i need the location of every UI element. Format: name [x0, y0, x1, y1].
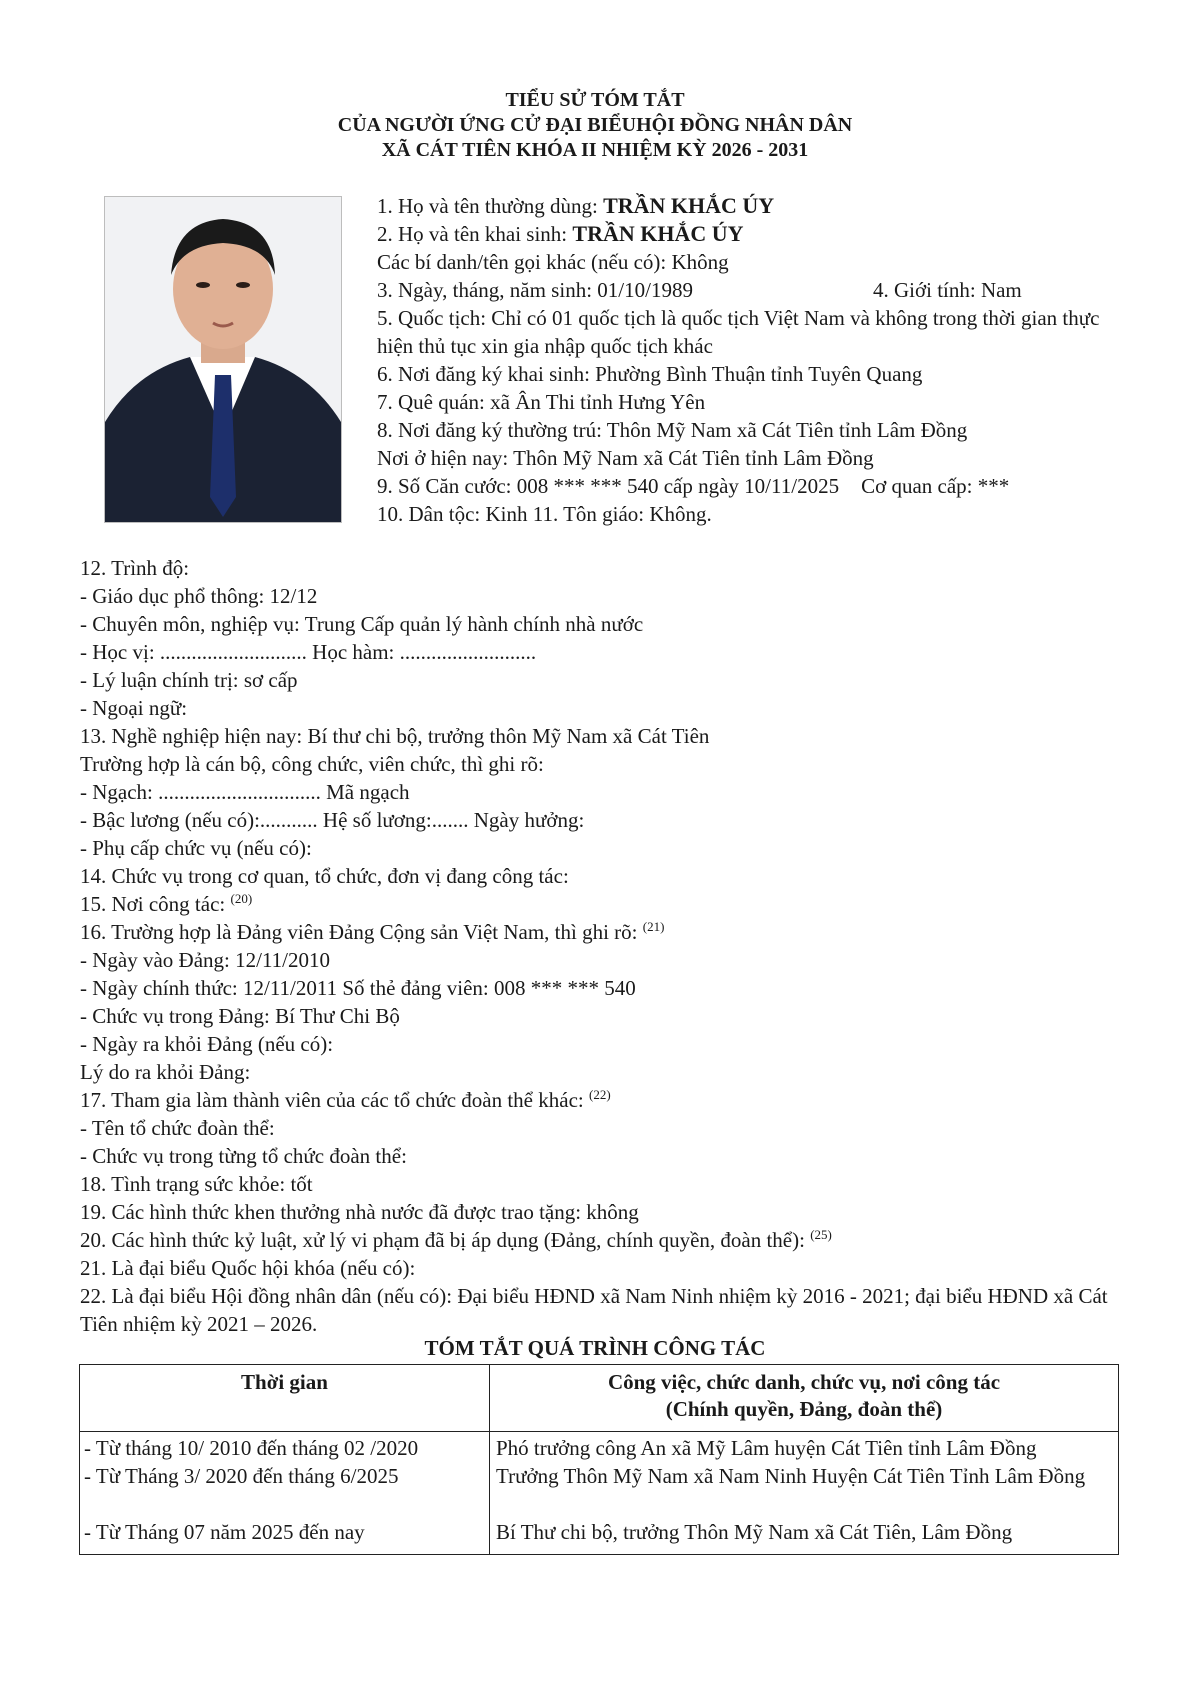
party-position-line: - Chức vụ trong Đảng: Bí Thư Chi Bộ — [80, 1004, 400, 1028]
header-subtitle: CỦA NGƯỜI ỨNG CỬ ĐẠI BIỂUHỘI ĐỒNG NHÂN DÂN — [337, 114, 853, 136]
political-theory-line: - Lý luận chính trị: sơ cấp — [80, 668, 298, 692]
time-cell — [80, 1432, 490, 1555]
time-entry-3: - Từ Tháng 07 năm 2025 đến nay — [84, 1520, 365, 1544]
header-term: XÃ CÁT TIÊN KHÓA II NHIỆM KỲ 2026 - 2031 — [381, 139, 809, 161]
common-name-line — [377, 192, 1137, 220]
workplace-line — [80, 890, 1120, 918]
table-row — [80, 1432, 1119, 1555]
nationality-line: 5. Quốc tịch: Chỉ có 01 quốc tịch là quốc tịch Việt Nam và không trong thời gian thực hiện thủ tục xin gia nhập quốc tịch khác — [377, 306, 1100, 358]
position-line: 14. Chức vụ trong cơ quan, tổ chức, đơn vị đang công tác: — [80, 864, 569, 888]
work-history-table — [79, 1364, 1119, 1555]
id-card-line — [377, 472, 1137, 500]
birth-name-value: TRẦN KHẮC ÚY — [572, 221, 744, 246]
work-column-header — [490, 1365, 1119, 1432]
birth-name-line — [377, 220, 1137, 248]
specialty-line: - Chuyên môn, nghiệp vụ: Trung Cấp quản lý hành chính nhà nước — [80, 612, 644, 636]
time-entry-2: - Từ Tháng 3/ 2020 đến tháng 6/2025 — [84, 1464, 399, 1488]
civil-servant-note: Trường hợp là cán bộ, công chức, viên chức, thì ghi rõ: — [80, 752, 544, 776]
allowance-line: - Phụ cấp chức vụ (nếu có): — [80, 836, 312, 860]
work-cell — [490, 1432, 1119, 1555]
work-entry-2: Trưởng Thôn Mỹ Nam xã Nam Ninh Huyện Cát Tiên Tỉnh Lâm Đồng — [496, 1464, 1086, 1488]
work-column-header-line1: Công việc, chức danh, chức vụ, nơi công tác — [607, 1370, 1001, 1394]
birth-registration-line: 6. Nơi đăng ký khai sinh: Phường Bình Thuận tỉnh Tuyên Quang — [377, 362, 923, 386]
hometown-line: 7. Quê quán: xã Ân Thi tỉnh Hưng Yên — [377, 390, 706, 414]
party-join-date-line: - Ngày vào Đảng: 12/11/2010 — [80, 948, 331, 972]
ethnicity-religion-line: 10. Dân tộc: Kinh 11. Tôn giáo: Không. — [377, 502, 712, 526]
work-column-header-line2: (Chính quyền, Đảng, đoàn thể) — [665, 1397, 943, 1421]
permanent-residence-line: 8. Nơi đăng ký thường trú: Thôn Mỹ Nam xã Cát Tiên tỉnh Lâm Đồng — [377, 418, 968, 442]
alias-line: Các bí danh/tên gọi khác (nếu có): Không — [377, 250, 729, 274]
id-issuer-text: Cơ quan cấp: *** — [861, 474, 1010, 498]
organization-position-line: - Chức vụ trong từng tổ chức đoàn thể: — [80, 1144, 407, 1168]
health-line: 18. Tình trạng sức khỏe: tốt — [80, 1172, 313, 1196]
workplace-text: 15. Nơi công tác: — [80, 892, 231, 916]
party-member-line — [80, 918, 1120, 946]
council-delegate-line: 22. Là đại biểu Hội đồng nhân dân (nếu có): Đại biểu HĐND xã Nam Ninh nhiệm kỳ 2016 - 2021; đại biểu HĐND xã Cát Tiên nhiệm kỳ 2021 – 2026. — [80, 1284, 1108, 1336]
header-title: TIỂU SỬ TÓM TẮT — [505, 89, 685, 111]
time-column-header: Thời gian — [80, 1365, 490, 1432]
common-name-value: TRẦN KHẮC ÚY — [603, 193, 775, 218]
work-entry-1: Phó trưởng công An xã Mỹ Lâm huyện Cát Tiên tỉnh Lâm Đồng — [496, 1436, 1037, 1460]
salary-line: - Bậc lương (nếu có):........... Hệ số lương:....... Ngày hưởng: — [80, 808, 585, 832]
education-heading: 12. Trình độ: — [80, 556, 190, 580]
footnote-ref-20: (20) — [230, 891, 253, 906]
party-member-text: 16. Trường hợp là Đảng viên Đảng Cộng sản Việt Nam, thì ghi rõ: — [80, 920, 643, 944]
personal-info-block — [377, 192, 1137, 528]
awards-line: 19. Các hình thức khen thưởng nhà nước đã được trao tặng: không — [80, 1200, 639, 1224]
rank-line: - Ngạch: ............................... Mã ngạch — [80, 780, 410, 804]
candidate-portrait-photo — [104, 196, 342, 523]
footnote-ref-21: (21) — [642, 919, 665, 934]
party-leave-reason-line: Lý do ra khỏi Đảng: — [80, 1060, 251, 1084]
discipline-text: 20. Các hình thức kỷ luật, xử lý vi phạm đã bị áp dụng (Đảng, chính quyền, đoàn thể): — [80, 1228, 811, 1252]
foreign-language-line: - Ngoại ngữ: — [80, 696, 188, 720]
birthdate-gender-line — [377, 276, 1137, 304]
organization-name-line: - Tên tổ chức đoàn thể: — [80, 1116, 275, 1140]
footnote-ref-22: (22) — [588, 1087, 611, 1102]
occupation-line: 13. Nghề nghiệp hiện nay: Bí thư chi bộ, trưởng thôn Mỹ Nam xã Cát Tiên — [80, 724, 710, 748]
common-name-label: 1. Họ và tên thường dùng: — [377, 194, 604, 218]
gender-text: 4. Giới tính: Nam — [873, 278, 1022, 302]
footnote-ref-25: (25) — [810, 1227, 832, 1242]
degree-line: - Học vị: ............................ Học hàm: .......................... — [80, 640, 537, 664]
work-entry-3: Bí Thư chi bộ, trưởng Thôn Mỹ Nam xã Cát Tiên, Lâm Đồng — [496, 1520, 1013, 1544]
document-header — [0, 88, 1190, 163]
time-entry-1: - Từ tháng 10/ 2010 đến tháng 02 /2020 — [84, 1436, 419, 1460]
birthdate-text: 3. Ngày, tháng, năm sinh: 01/10/1989 — [377, 278, 693, 302]
birth-name-label: 2. Họ và tên khai sinh: — [377, 222, 573, 246]
national-assembly-line: 21. Là đại biểu Quốc hội khóa (nếu có): — [80, 1256, 416, 1280]
discipline-line — [80, 1226, 1120, 1254]
general-education-line: - Giáo dục phổ thông: 12/12 — [80, 584, 318, 608]
organizations-line — [80, 1086, 1120, 1114]
work-history-title: TÓM TẮT QUÁ TRÌNH CÔNG TÁC — [424, 1336, 766, 1360]
id-card-text: 9. Số Căn cước: 008 *** *** 540 cấp ngày 10/11/2025 — [377, 474, 840, 498]
details-block — [80, 554, 1120, 1338]
current-residence-line: Nơi ở hiện nay: Thôn Mỹ Nam xã Cát Tiên tỉnh Lâm Đồng — [377, 446, 874, 470]
party-official-date-line: - Ngày chính thức: 12/11/2011 Số thẻ đảng viên: 008 *** *** 540 — [80, 976, 636, 1000]
organizations-text: 17. Tham gia làm thành viên của các tổ chức đoàn thể khác: — [80, 1088, 589, 1112]
table-header-row — [80, 1365, 1119, 1432]
party-leave-date-line: - Ngày ra khỏi Đảng (nếu có): — [80, 1032, 334, 1056]
